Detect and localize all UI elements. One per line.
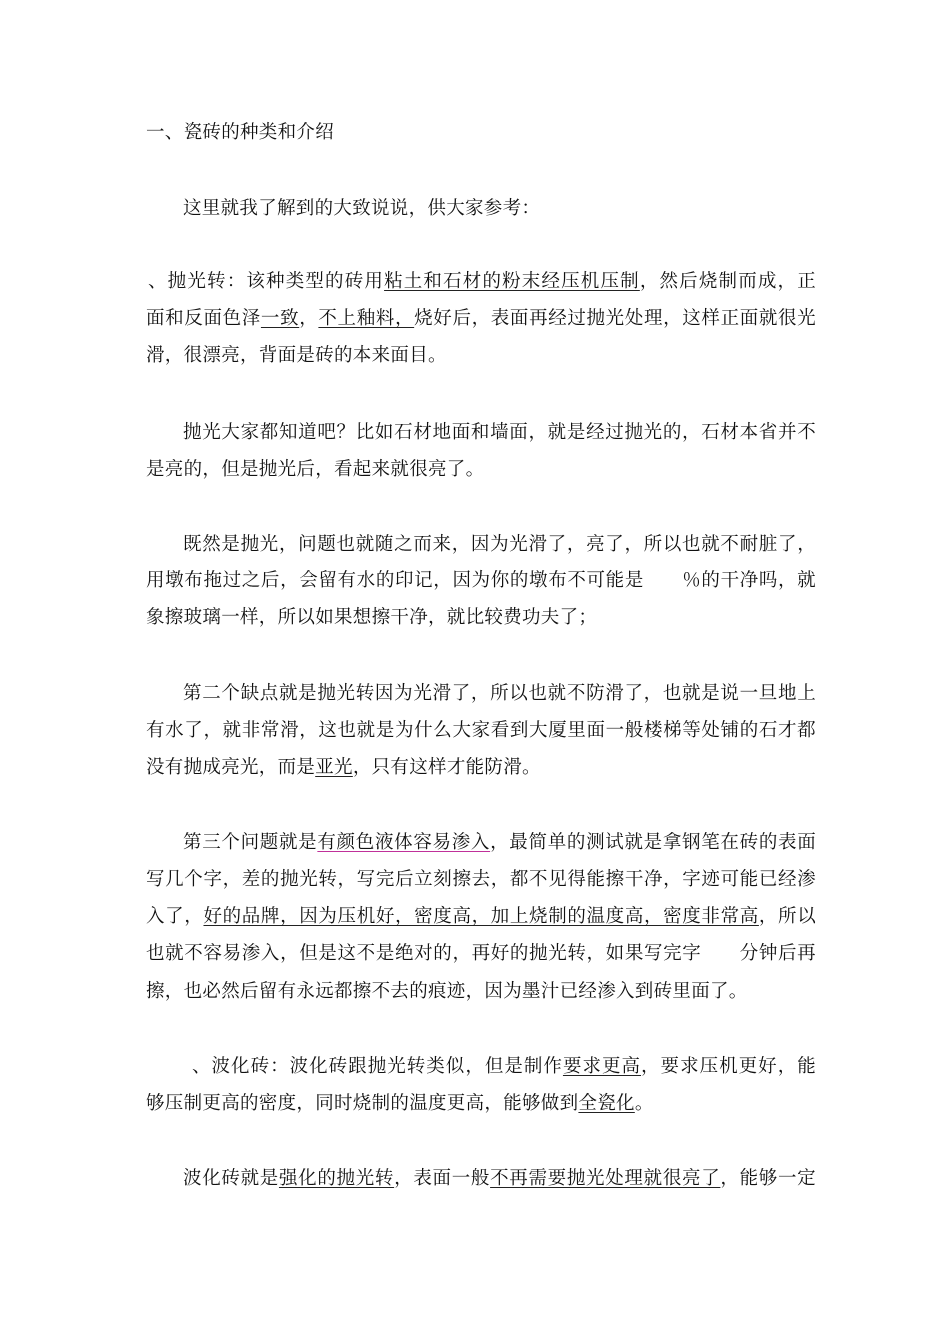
underlined-text: 粘土和石材的粉末经压机压制: [384, 271, 640, 292]
underlined-text: 强化的抛光转: [278, 1168, 395, 1189]
text: 、抛光转：该种类型的砖用: [148, 271, 385, 292]
p5-line-2: 写几个字，差的抛光转，写完后立刻擦去，都不见得能擦干净，字迹可能已经渗: [146, 869, 816, 890]
p4-line-1: 第二个缺点就是抛光转因为光滑了，所以也就不防滑了，也就是说一旦地上: [183, 683, 816, 704]
p5-line-1: [183, 831, 816, 855]
p4-line-2: 有水了，就非常滑，这也就是为什么大家看到大厦里面一般楼梯等处铺的石才都: [146, 720, 816, 741]
text: 第三个问题就是: [183, 832, 318, 853]
text: ，能够一定: [720, 1168, 816, 1189]
text: 波化砖就是: [183, 1168, 279, 1189]
intro-paragraph: 这里就我了解到的大致说说，供大家参考：: [183, 198, 541, 219]
underlined-text: 不上釉料，: [318, 308, 415, 329]
text: 没有抛成亮光，而是: [146, 757, 316, 778]
text: 入了，: [146, 906, 204, 927]
underlined-text: 一致: [260, 308, 300, 329]
text: ，最简单的测试就是拿钢笔在砖的表面: [490, 832, 816, 853]
underlined-text: 亚光: [315, 757, 353, 778]
text: ，表面一般: [394, 1168, 491, 1189]
p5-line-5: 擦，也必然后留有永远都擦不去的痕迹，因为墨汁已经渗入到砖里面了。: [146, 981, 748, 1002]
p1-line-2: [146, 307, 816, 331]
p1-line-1: [148, 270, 816, 294]
p6-line-2: [146, 1092, 816, 1116]
underlined-text: 好的品牌，因为压机好，密度高，加上烧制的温度高，密度非常高: [203, 906, 759, 927]
text: 。: [634, 1093, 654, 1114]
text: 烧好后，表面再经过抛光处理，这样正面就很光: [414, 308, 816, 329]
highlighted-underline-text: 有颜色液体容易渗入: [317, 832, 491, 853]
p2-line-2: 是亮的，但是抛光后，看起来就很亮了。: [146, 459, 485, 480]
text: ，要求压机更好，能: [641, 1056, 817, 1077]
text: ，然后烧制而成，正: [639, 271, 817, 292]
text: 面和反面色泽: [146, 308, 261, 329]
p5-line-4: 也就不容易渗入，但是这不是绝对的，再好的抛光转，如果写完字 分钟后再: [146, 943, 816, 964]
text: ，: [299, 308, 319, 329]
p4-line-3: [146, 756, 816, 780]
p3-line-2: 用墩布拖过之后，会留有水的印记，因为你的墩布不可能是 ％的干净吗，就: [146, 570, 816, 591]
p1-line-3: 滑，很漂亮，背面是砖的本来面目。: [146, 345, 447, 366]
underlined-text: 要求更高: [562, 1056, 642, 1077]
p3-line-3: 象擦玻璃一样，所以如果想擦干净，就比较费功夫了；: [146, 607, 598, 628]
text: 够压制更高的密度，同时烧制的温度更高，能够做到: [146, 1093, 579, 1114]
text: ，所以: [758, 906, 817, 927]
p6-line-1: [192, 1055, 816, 1079]
p2-line-1: 抛光大家都知道吧？比如石材地面和墙面，就是经过抛光的，石材本省并不: [183, 422, 816, 443]
text: 、波化砖：波化砖跟抛光转类似，但是制作: [192, 1056, 563, 1077]
p3-line-1: 既然是抛光，问题也就随之而来，因为光滑了，亮了，所以也就不耐脏了，: [183, 534, 816, 555]
underlined-text: 不再需要抛光处理就很亮了: [490, 1168, 721, 1189]
p7-line-1: [183, 1167, 816, 1191]
text: ，只有这样才能防滑。: [352, 757, 541, 778]
p5-line-3: [146, 905, 816, 929]
underlined-text: 全瓷化: [578, 1093, 635, 1114]
section-heading: 一、瓷砖的种类和介绍: [146, 122, 335, 143]
